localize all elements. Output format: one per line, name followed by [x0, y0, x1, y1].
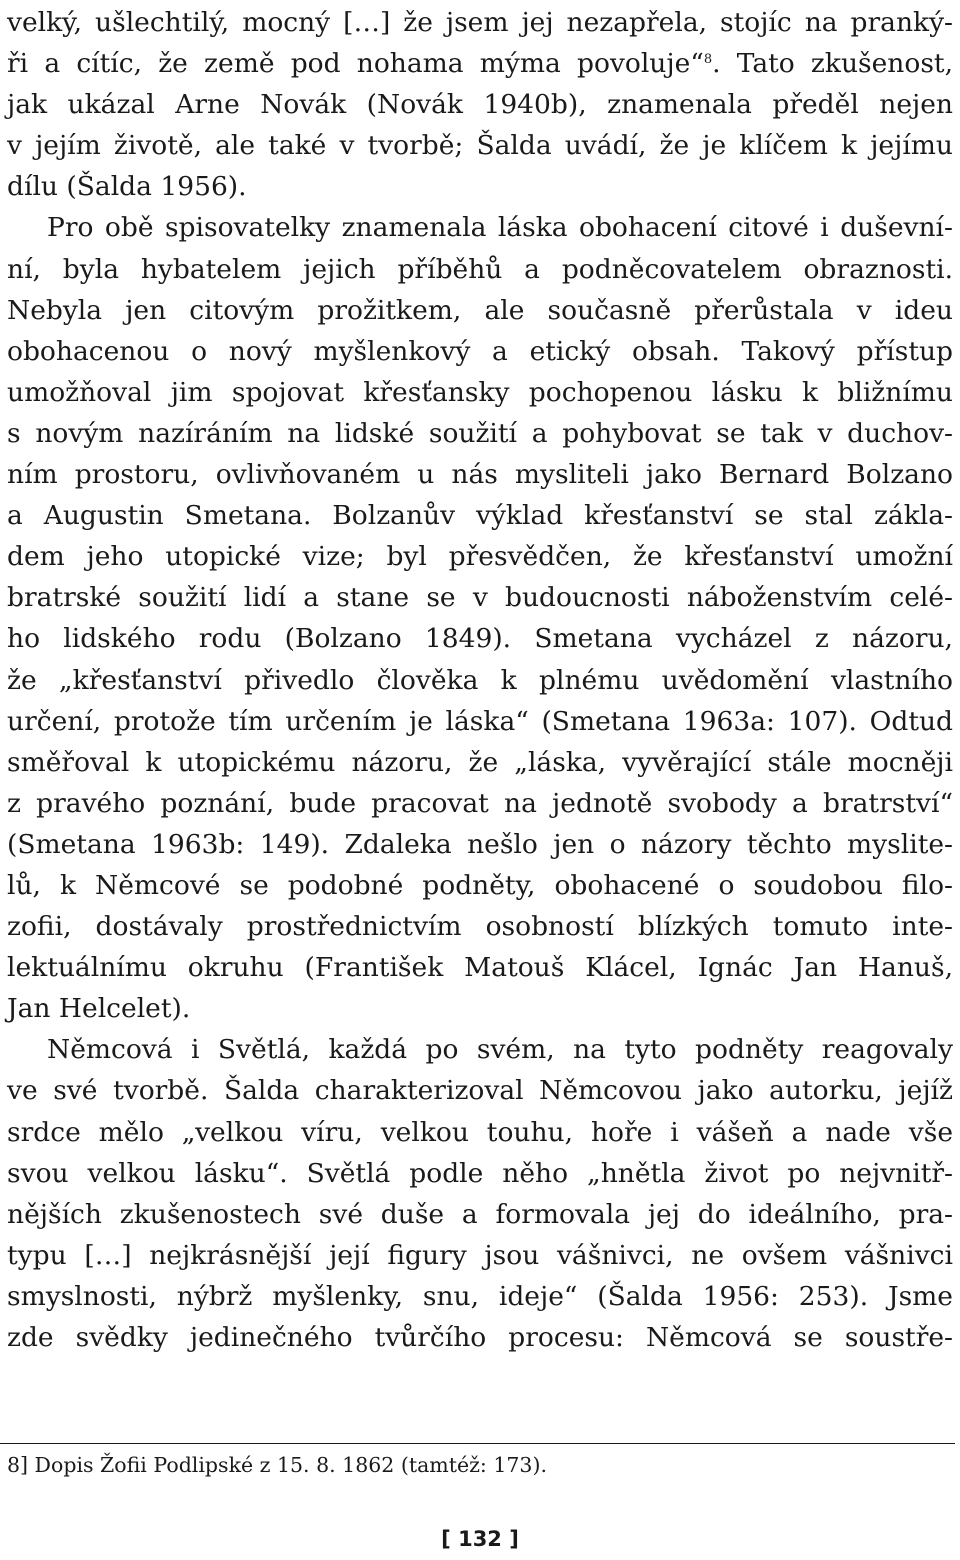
text-line: Jan Helcelet). [7, 993, 191, 1025]
text-line [7, 43, 953, 84]
text-line: jak ukázal Arne Novák (Novák 1940b), znamenala předěl nejen [7, 89, 953, 121]
text-line-segment: . Tato zkušenost, [712, 48, 953, 80]
text-line: směřoval k utopickému názoru, že „láska, vyvěrající stále mocněji [7, 746, 953, 778]
text-line: bratrské soužití lidí a stane se v budoucnosti náboženstvím celé- [7, 582, 953, 614]
text-line-segment: ři a cítíc, že země pod nohama mýma povoluje“ [7, 48, 704, 80]
text-line: dílu (Šalda 1956). [7, 171, 247, 203]
paragraph-first-line: Pro obě spisovatelky znamenala láska obohacení citové i duševní- [47, 212, 953, 244]
text-line: dem jeho utopické vize; byl přesvědčen, že křesťanství umožní [7, 541, 953, 573]
body-text [7, 2, 953, 1358]
text-line: velký, ušlechtilý, mocný […] že jsem jej nezapřela, stojíc na pranký- [7, 7, 953, 38]
text-line: typu […] nejkrásnější její figury jsou vášnivci, ne ovšem vášnivci [7, 1239, 953, 1271]
footnote-divider [0, 1443, 955, 1444]
text-line: ní, byla hybatelem jejich příběhů a podněcovatelem obraznosti. [7, 253, 953, 285]
text-line: z pravého poznání, bude pracovat na jednotě svobody a bratrství“ [7, 787, 953, 819]
text-line: zofii, dostávaly prostřednictvím osobností blízkých tomuto inte- [7, 911, 953, 943]
footnote-reference[interactable]: 8 [703, 52, 713, 68]
text-line: lektuálnímu okruhu (František Matouš Klácel, Ignác Jan Hanuš, [7, 952, 953, 984]
text-line: nějších zkušenostech své duše a formovala jej do ideálního, pra- [7, 1198, 953, 1230]
text-line: (Smetana 1963b: 149). Zdaleka nešlo jen o názory těchto myslite- [7, 828, 953, 860]
text-line: lů, k Němcové se podobné podněty, obohacené o soudobou filo- [7, 869, 953, 901]
text-line: zde svědky jedinečného tvůrčího procesu: Němcová se soustře- [7, 1322, 953, 1353]
text-line: a Augustin Smetana. Bolzanův výklad křesťanství se stal zákla- [7, 500, 953, 532]
text-line: srdce mělo „velkou víru, velkou touhu, hoře i vášeň a nade vše [7, 1116, 953, 1148]
page-number: [ 132 ] [441, 1527, 519, 1551]
text-line: umožňoval jim spojovat křesťansky pochopenou lásku k bližnímu [7, 376, 953, 408]
text-line: ve své tvorbě. Šalda charakterizoval Němcovou jako autorku, jejíž [7, 1075, 953, 1107]
text-line: určení, protože tím určením je láska“ (Smetana 1963a: 107). Odtud [7, 705, 953, 737]
text-line: svou velkou lásku“. Světlá podle něho „hnětla život po nejvnitř- [7, 1157, 953, 1189]
text-line: obohacenou o nový myšlenkový a etický obsah. Takový přístup [7, 335, 953, 367]
text-line: ním prostoru, ovlivňovaném u nás mysliteli jako Bernard Bolzano [7, 459, 953, 491]
text-line: že „křesťanství přivedlo člověka k plnému uvědomění vlastního [7, 664, 953, 696]
text-line: Nebyla jen citovým prožitkem, ale současně přerůstala v ideu [7, 294, 953, 326]
text-line: smyslnosti, nýbrž myšlenky, snu, ideje“ (Šalda 1956: 253). Jsme [7, 1280, 953, 1312]
text-line: s novým nazíráním na lidské soužití a pohybovat se tak v duchov- [7, 417, 953, 449]
text-line: ho lidského rodu (Bolzano 1849). Smetana vycházel z názoru, [7, 623, 953, 655]
text-line: v jejím životě, ale také v tvorbě; Šalda uvádí, že je klíčem k jejímu [7, 130, 953, 162]
paragraph-first-line: Němcová i Světlá, každá po svém, na tyto podněty reagovaly [47, 1034, 953, 1066]
footnote: 8] Dopis Žofii Podlipské z 15. 8. 1862 (tamtéž: 173). [7, 1453, 547, 1477]
